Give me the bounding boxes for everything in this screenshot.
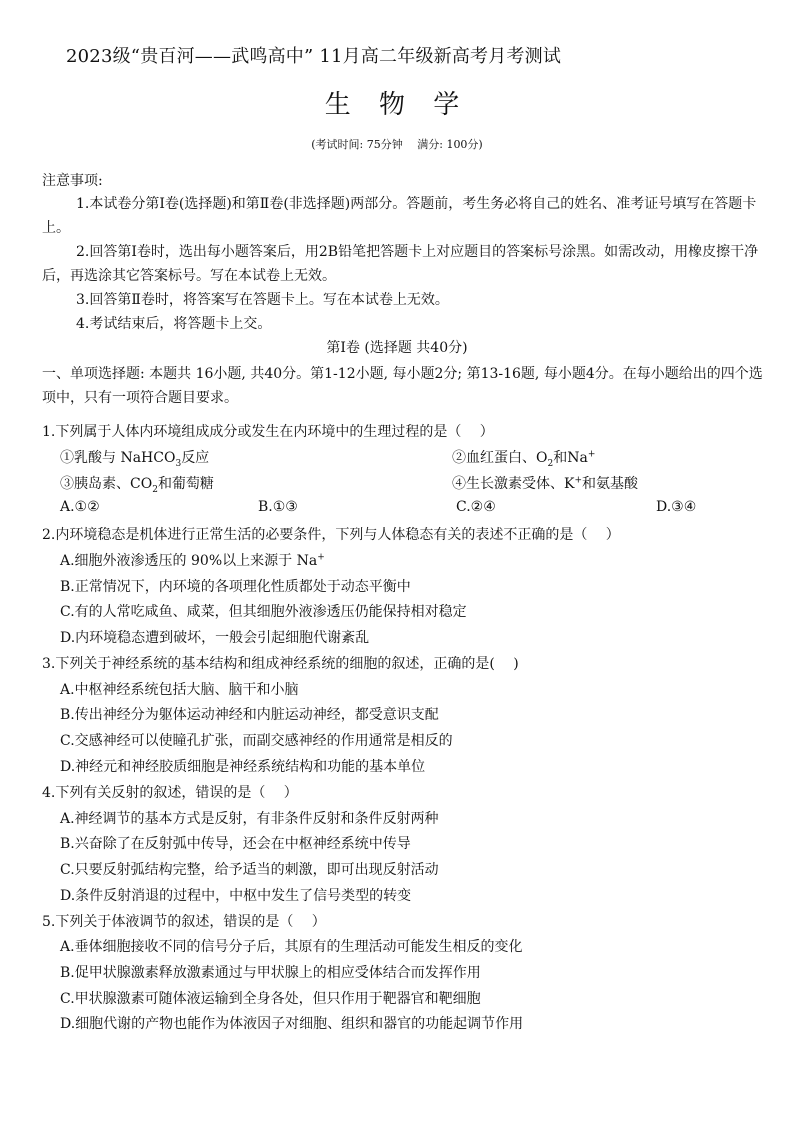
q2-option-d: D.内环境稳态遭到破坏，一般会引起细胞代谢紊乱 (60, 630, 370, 646)
q5-option-a: A.垂体细胞接收不同的信号分子后，其原有的生理活动可能发生相反的变化 (60, 939, 523, 955)
q4-option-a: A.神经调节的基本方式是反射，有非条件反射和条件反射两种 (60, 811, 439, 827)
section-heading: 第Ⅰ卷 (选择题 共40分) (326, 340, 468, 356)
section-instructions: 一、单项选择题: 本题共 16小题, 共40分。第1-12小题, 每小题2分; 第13-16题, 每小题4分。在每小题给出的四个选项中，只有一项符合题目要求。 (42, 366, 763, 406)
note-text-4: 4.考试结束后，将答题卡上交。 (76, 316, 272, 332)
q4-option-c: C.只要反射弧结构完整，给予适当的刺激，即可出现反射活动 (60, 862, 439, 878)
q5-option-b: B.促甲状腺激素释放激素通过与甲状腺上的相应受体结合而发挥作用 (60, 965, 481, 981)
q2-option-b: B.正常情况下，内环境的各项理化性质都处于动态平衡中 (60, 579, 411, 595)
question-4-stem: 4.下列有关反射的叙述，错误的是（ ） (42, 785, 298, 801)
question-1-stem: 1.下列属于人体内环境组成成分或发生在内环境中的生理过程的是（ ） (42, 424, 494, 440)
exam-time-score: (考试时间: 75分钟 满分: 100分) (311, 138, 483, 151)
q1-item-1: ①乳酸与 NaHCO$_3$反应 (60, 450, 210, 469)
q3-option-c: C.交感神经可以使瞳孔扩张，而副交感神经的作用通常是相反的 (60, 733, 453, 749)
exam-header-title: 2023级“贵百河——武鸣高中” 11月高二年级新高考月考测试 (66, 46, 562, 67)
q4-option-b: B.兴奋除了在反射弧中传导，还会在中枢神经系统中传导 (60, 836, 411, 852)
q1-option-c: C.②④ (456, 499, 496, 515)
q2-option-c: C.有的人常吃咸鱼、咸菜，但其细胞外液渗透压仍能保持相对稳定 (60, 604, 467, 620)
q3-option-a: A.中枢神经系统包括大脑、脑干和小脑 (60, 682, 299, 698)
q3-option-d: D.神经元和神经胶质细胞是神经系统结构和功能的基本单位 (60, 759, 426, 775)
q1-option-b: B.①③ (258, 499, 298, 515)
note-item-2 (42, 240, 768, 288)
q1-option-d: D.③④ (656, 499, 697, 515)
question-2-stem: 2.内环境稳态是机体进行正常生活的必要条件，下列与人体稳态有关的表述不正确的是（ ） (42, 527, 620, 543)
notes-heading: 注意事项: (42, 173, 103, 189)
question-3-stem: 3.下列关于神经系统的基本结构和组成神经系统的细胞的叙述，正确的是( ) (42, 656, 519, 672)
q1-option-a: A.①② (60, 499, 100, 515)
note-text-3: 3.回答第Ⅱ卷时，将答案写在答题卡上。写在本试卷上无效。 (76, 292, 449, 308)
q2-option-a: A.细胞外液渗透压的 90%以上来源于 Na+ (60, 552, 325, 569)
q1-item-3: ③胰岛素、$CO_2$和葡萄糖 (60, 476, 214, 495)
note-item-1 (42, 192, 768, 240)
note-text-2: 2.回答第Ⅰ卷时，选出每小题答案后，用2B铅笔把答题卡上对应题目的答案标号涂黑。如需改动，用橡皮擦干净后，再选涂其它答案标号。写在本试卷上无效。 (42, 244, 759, 284)
q1-item-2: ②血红蛋白、$O_2$和Na+ (452, 449, 596, 469)
note-item-3 (42, 288, 768, 312)
q3-option-b: B.传出神经分为躯体运动神经和内脏运动神经，都受意识支配 (60, 707, 439, 723)
subject-title: 生 物 学 (324, 90, 470, 120)
q4-option-d: D.条件反射消退的过程中，中枢中发生了信号类型的转变 (60, 888, 412, 904)
q5-option-c: C.甲状腺激素可随体液运输到全身各处，但只作用于靶器官和靶细胞 (60, 991, 481, 1007)
note-item-4 (42, 312, 768, 336)
note-text-1: 1.本试卷分第Ⅰ卷(选择题)和第Ⅱ卷(非选择题)两部分。答题前，考生务必将自己的姓名、准考证号填写在答题卡上。 (42, 196, 757, 236)
q1-item-4: ④生长激素受体、K+和氨基酸 (452, 475, 639, 492)
question-5-stem: 5.下列关于体液调节的叙述，错误的是（ ） (42, 914, 326, 930)
q5-option-d: D.细胞代谢的产物也能作为体液因子对细胞、组织和器官的功能起调节作用 (60, 1016, 524, 1032)
